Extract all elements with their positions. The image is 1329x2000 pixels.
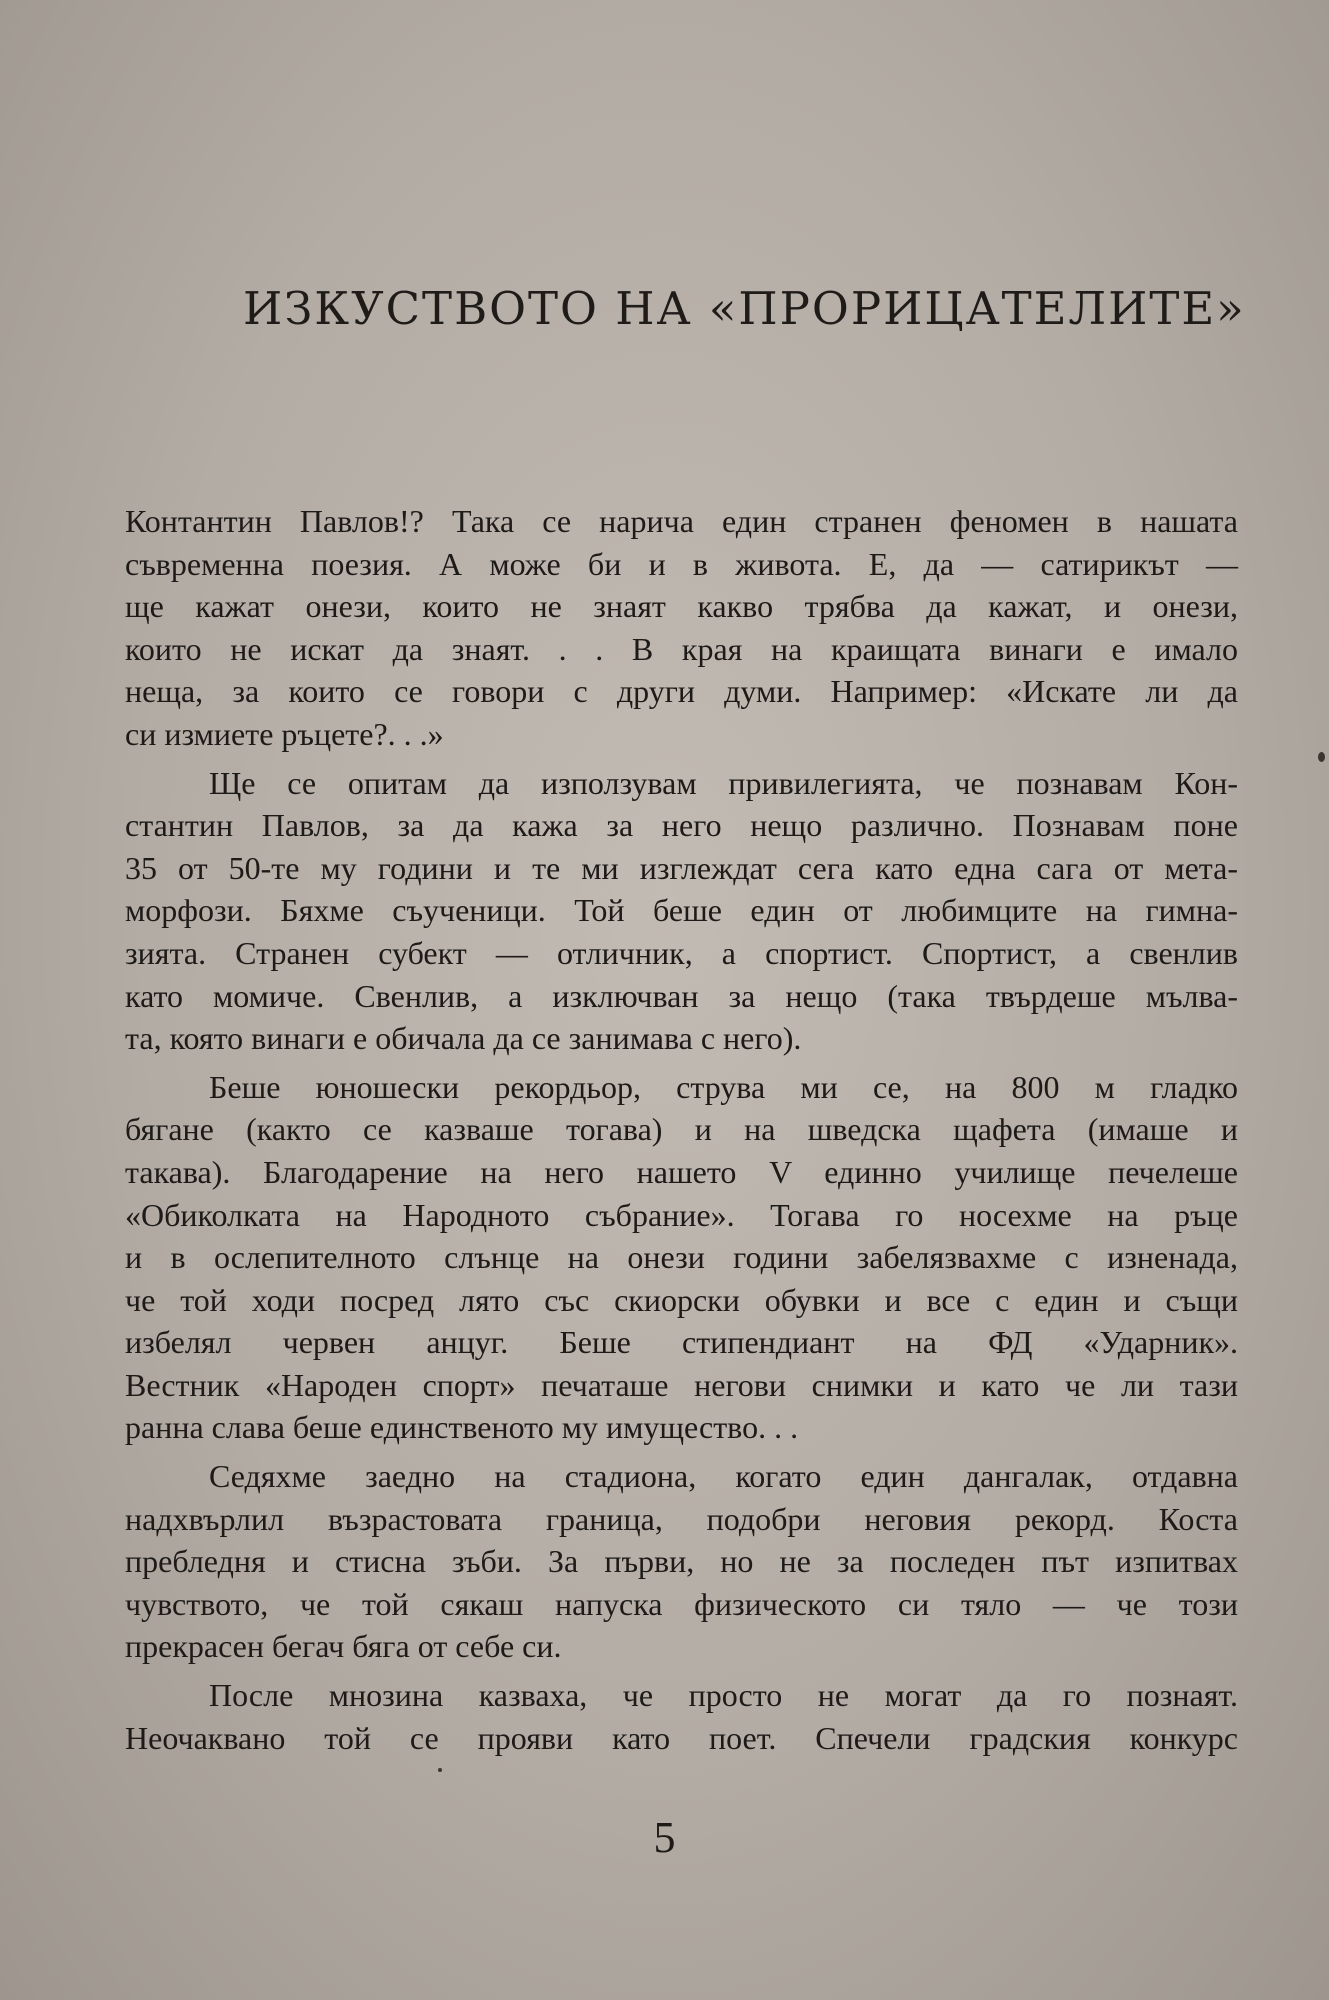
- text-line: та, която винаги е обичала да се занимава с него).: [125, 1020, 802, 1057]
- text-line: неща, за които се говори с други думи. Например: «Искате ли да: [125, 673, 1238, 710]
- text-line: пребледня и стисна зъби. За първи, но не за последен път изпитвах: [125, 1543, 1238, 1580]
- text-line: такава). Благодарение на него нашето V единно училище печелеше: [125, 1153, 1238, 1190]
- text-line: като момиче. Свенлив, а изключван за нещо (така твърдеше мълва-: [125, 977, 1238, 1014]
- text-line: избелял червен анцуг. Беше стипендиант на ФД «Ударник».: [125, 1324, 1238, 1361]
- paper-speck: [438, 1768, 442, 1772]
- text-line: надхвърлил възрастовата граница, подобри неговия рекорд. Коста: [125, 1500, 1238, 1537]
- paragraph: [125, 1066, 1238, 1449]
- text-line: морфози. Бяхме съученици. Той беше един от любимците на гимна-: [125, 892, 1238, 929]
- text-line: бягане (както се казваше тогава) и на шведска щафета (имаше и: [125, 1111, 1238, 1148]
- page-number: 5: [653, 1813, 676, 1862]
- text-line: Беше юношески рекордьор, струва ми се, на 800 м гладко: [209, 1068, 1238, 1105]
- bleed-through-text: [120, 0, 1220, 470]
- text-line: После мнозина казваха, че просто не могат да го познаят.: [209, 1677, 1238, 1714]
- text-line: съвременна поезия. А може би и в живота. Е, да — сатирикът —: [125, 545, 1238, 582]
- text-line: ранна слава беше единственото му имущество. . .: [125, 1409, 799, 1446]
- text-line: Ще се опитам да използувам привилегията, че познавам Кон-: [209, 764, 1238, 801]
- text-line: Вестник «Народен спорт» печаташе негови снимки и като че ли тази: [125, 1366, 1238, 1403]
- text-line: 35 от 50-те му години и те ми изглеждат сега като една сага от мета-: [125, 849, 1238, 886]
- text-line: Контантин Павлов!? Така се нарича един странен феномен в нашата: [125, 503, 1238, 539]
- text-line: чувството, че той сякаш напуска физическото си тяло — че този: [125, 1585, 1238, 1622]
- text-line: че той ходи посред лято със скиорски обувки и все с един и същи: [125, 1281, 1238, 1318]
- paragraph: [125, 500, 1238, 756]
- text-line: си измиете ръцете?. . .»: [125, 715, 444, 752]
- text-line: които не искат да знаят. . . В края на краищата винаги е имало: [125, 630, 1238, 667]
- text-line: и в ослепителното слънце на онези години забелязвахме с изненада,: [125, 1239, 1238, 1276]
- body-text: [125, 500, 1238, 1765]
- text-line: ще кажат онези, които не знаят какво трябва да кажат, и онези,: [125, 588, 1238, 625]
- text-line: Седяхме заедно на стадиона, когато един дангалак, отдавна: [209, 1458, 1238, 1495]
- paper-speck: [1318, 752, 1325, 762]
- paragraph: [125, 1455, 1238, 1668]
- text-line: прекрасен бегач бяга от себе си.: [125, 1628, 562, 1665]
- text-line: «Обиколката на Народното събрание». Тогава го носехме на ръце: [125, 1196, 1238, 1233]
- chapter-title: ИЗКУСТВОТО НА «ПРОРИЦАТЕЛИТЕ»: [243, 282, 1246, 335]
- paragraph: [125, 1674, 1238, 1759]
- text-line: Неочаквано той се прояви като поет. Спечели градския конкурс: [125, 1719, 1238, 1756]
- paragraph: [125, 762, 1238, 1060]
- text-line: зията. Странен субект — отличник, а спортист. Спортист, а свенлив: [125, 934, 1238, 971]
- text-line: стантин Павлов, за да кажа за него нещо различно. Познавам поне: [125, 807, 1238, 844]
